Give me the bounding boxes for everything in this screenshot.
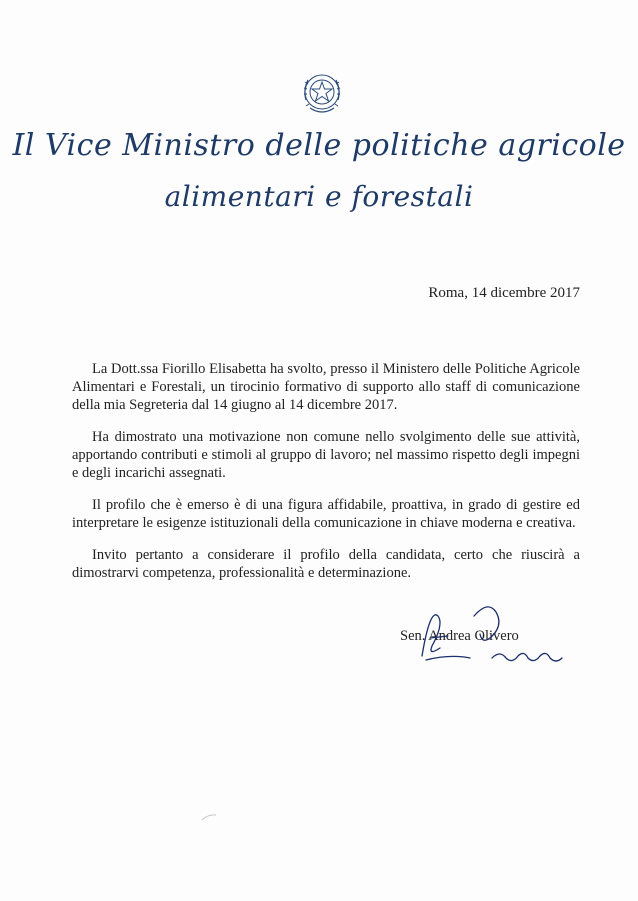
body-paragraph: Il profilo che è emerso è di una figura affidabile, proattiva, in grado di gestire ed interpretare le esigenze istituzionali della comunicazione in chiave moderna e creativa.	[72, 497, 580, 531]
letter-body	[72, 360, 580, 596]
signer-name: Sen. Andrea Olivero	[400, 628, 519, 644]
body-paragraph: Invito pertanto a considerare il profilo della candidata, certo che riuscirà a dimostrarvi competenza, professionalità e determinazione.	[72, 547, 580, 581]
body-paragraph: Ha dimostrato una motivazione non comune nello svolgimento delle sue attività, apportando contributi e stimoli al gruppo di lavoro; nel massimo rispetto degli impegni e degli incarichi assegnati.	[72, 429, 580, 481]
letterhead-subtitle: alimentari e forestali	[164, 180, 474, 213]
letter-date: Roma, 14 dicembre 2017	[428, 285, 580, 301]
paper-mark-icon	[200, 812, 220, 822]
signature-block	[400, 598, 580, 678]
italian-republic-emblem-icon	[300, 70, 344, 116]
body-paragraph: La Dott.ssa Fiorillo Elisabetta ha svolto, presso il Ministero delle Politiche Agricole Alimentari e Forestali, un tirocinio formativo di supporto allo staff di comunicazione della mia Segreteria dal 14 giugno al 14 dicembre 2017.	[72, 361, 580, 413]
handwritten-signature-icon	[400, 598, 580, 678]
letterhead-title: Il Vice Ministro delle politiche agricole	[12, 128, 626, 163]
